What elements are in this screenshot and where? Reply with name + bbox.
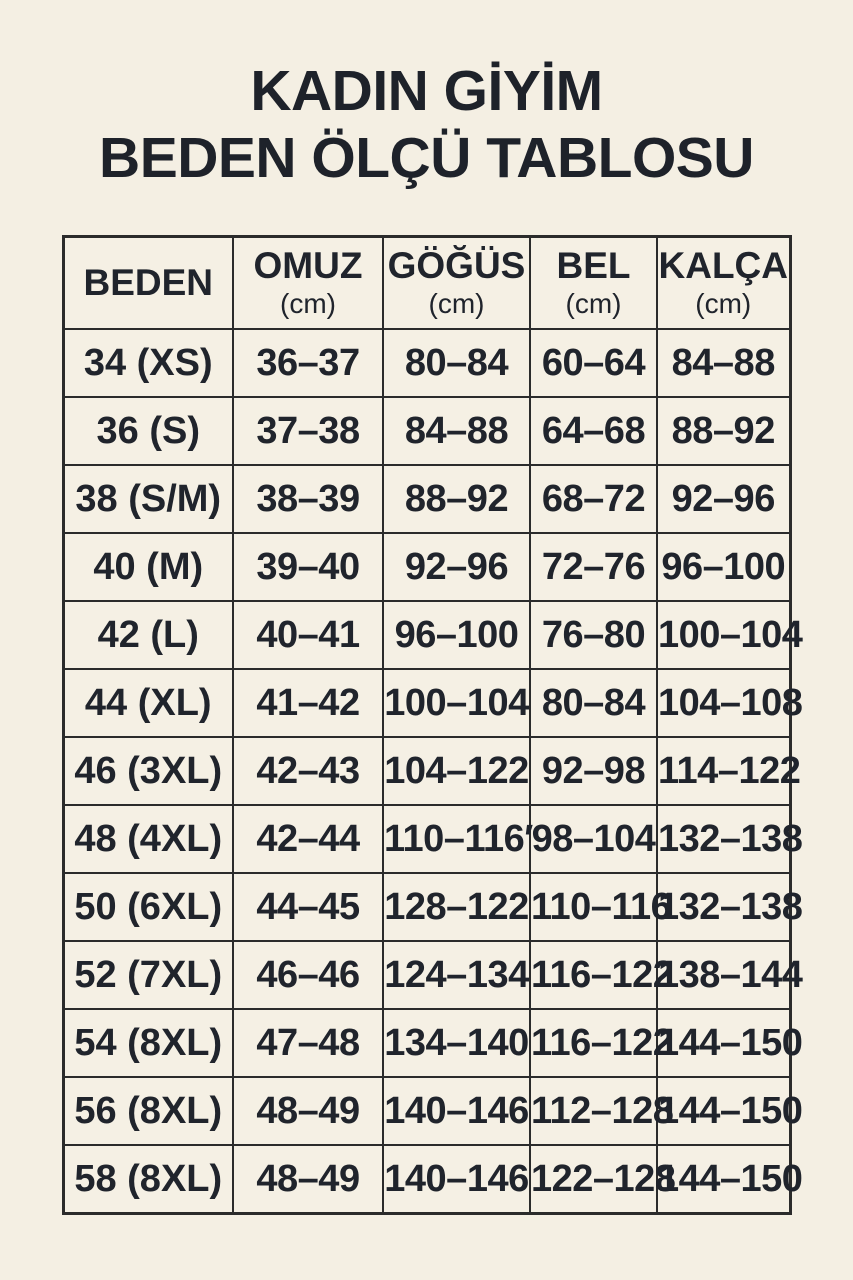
cell-bel: 68–72 (530, 465, 657, 533)
cell-kalca: 132–138 (657, 873, 790, 941)
cell-gogus: 110–116′ (383, 805, 530, 873)
cell-kalca: 144–150 (657, 1145, 790, 1214)
cell-gogus: 104–122 (383, 737, 530, 805)
cell-kalca: 84–88 (657, 329, 790, 397)
cell-bel: 60–64 (530, 329, 657, 397)
cell-bel: 112–128 (530, 1077, 657, 1145)
cell-kalca: 144–150 (657, 1009, 790, 1077)
col-header-label: OMUZ (253, 244, 363, 286)
cell-bel: 80–84 (530, 669, 657, 737)
col-header-label: KALÇA (658, 244, 788, 286)
table-row (63, 669, 790, 737)
cell-bel: 110–116 (530, 873, 657, 941)
cell-beden: 48 (4XL) (63, 805, 233, 873)
table-row (63, 465, 790, 533)
table-header-row (63, 237, 790, 330)
cell-omuz: 38–39 (233, 465, 383, 533)
cell-gogus: 84–88 (383, 397, 530, 465)
cell-beden: 44 (XL) (63, 669, 233, 737)
cell-bel: 72–76 (530, 533, 657, 601)
cell-beden: 58 (8XL) (63, 1145, 233, 1214)
cell-gogus: 96–100 (383, 601, 530, 669)
size-table (62, 235, 803, 1215)
cell-beden: 36 (S) (63, 397, 233, 465)
cell-kalca: 104–108 (657, 669, 790, 737)
table-row (63, 1145, 790, 1214)
cell-gogus: 128–122 (383, 873, 530, 941)
col-header-omuz (233, 237, 383, 330)
table-row (63, 601, 790, 669)
cell-kalca: 92–96 (657, 465, 790, 533)
table-row (63, 397, 790, 465)
table-row (63, 737, 790, 805)
col-header-unit: (cm) (280, 287, 336, 319)
cell-omuz: 46–46 (233, 941, 383, 1009)
col-header-bel (530, 237, 657, 330)
cell-bel: 116–122 (530, 1009, 657, 1077)
cell-gogus: 140–146 (383, 1145, 530, 1214)
cell-omuz: 42–44 (233, 805, 383, 873)
cell-omuz: 40–41 (233, 601, 383, 669)
page-title (0, 0, 853, 191)
col-header-kalca (657, 237, 790, 330)
cell-beden: 46 (3XL) (63, 737, 233, 805)
cell-kalca: 114–122 (657, 737, 790, 805)
table-row (63, 1009, 790, 1077)
cell-omuz: 39–40 (233, 533, 383, 601)
page-title-line2: BEDEN ÖLÇÜ TABLOSU (99, 125, 754, 190)
cell-beden: 34 (XS) (63, 329, 233, 397)
table-row (63, 805, 790, 873)
cell-beden: 56 (8XL) (63, 1077, 233, 1145)
col-header-label: BEDEN (83, 261, 214, 303)
col-header-unit: (cm) (428, 287, 485, 319)
cell-gogus: 134–140 (383, 1009, 530, 1077)
cell-kalca: 96–100 (657, 533, 790, 601)
cell-bel: 76–80 (530, 601, 657, 669)
col-header-beden (63, 237, 233, 330)
cell-kalca: 100–104 (657, 601, 790, 669)
cell-bel: 122–128 (530, 1145, 657, 1214)
cell-omuz: 36–37 (233, 329, 383, 397)
table-row (63, 941, 790, 1009)
col-header-label: GÖĞÜS (387, 244, 526, 286)
cell-omuz: 47–48 (233, 1009, 383, 1077)
cell-kalca: 144–150 (657, 1077, 790, 1145)
cell-beden: 38 (S/M) (63, 465, 233, 533)
cell-beden: 54 (8XL) (63, 1009, 233, 1077)
cell-omuz: 37–38 (233, 397, 383, 465)
col-header-unit: (cm) (695, 287, 752, 319)
table-row (63, 1077, 790, 1145)
cell-bel: 98–104 (530, 805, 657, 873)
table-body (63, 329, 803, 1214)
cell-kalca: 88–92 (657, 397, 790, 465)
cell-beden: 40 (M) (63, 533, 233, 601)
table-row (63, 873, 790, 941)
cell-omuz: 41–42 (233, 669, 383, 737)
cell-bel: 64–68 (530, 397, 657, 465)
cell-omuz: 48–49 (233, 1145, 383, 1214)
col-header-unit: (cm) (565, 287, 622, 319)
cell-gogus: 80–84 (383, 329, 530, 397)
table-row (63, 533, 790, 601)
cell-gogus: 124–134 (383, 941, 530, 1009)
col-header-label: BEL (556, 244, 631, 286)
cell-beden: 50 (6XL) (63, 873, 233, 941)
col-header-gogus (383, 237, 530, 330)
cell-omuz: 42–43 (233, 737, 383, 805)
cell-bel: 116–122 (530, 941, 657, 1009)
cell-bel: 92–98 (530, 737, 657, 805)
cell-beden: 52 (7XL) (63, 941, 233, 1009)
cell-gogus: 92–96 (383, 533, 530, 601)
cell-omuz: 44–45 (233, 873, 383, 941)
cell-gogus: 100–104 (383, 669, 530, 737)
cell-kalca: 138–144 (657, 941, 790, 1009)
cell-gogus: 88–92 (383, 465, 530, 533)
page-title-line1: KADIN GİYİM (250, 59, 603, 123)
table-row (63, 329, 790, 397)
cell-omuz: 48–49 (233, 1077, 383, 1145)
cell-gogus: 140–146 (383, 1077, 530, 1145)
cell-kalca: 132–138 (657, 805, 790, 873)
cell-beden: 42 (L) (63, 601, 233, 669)
